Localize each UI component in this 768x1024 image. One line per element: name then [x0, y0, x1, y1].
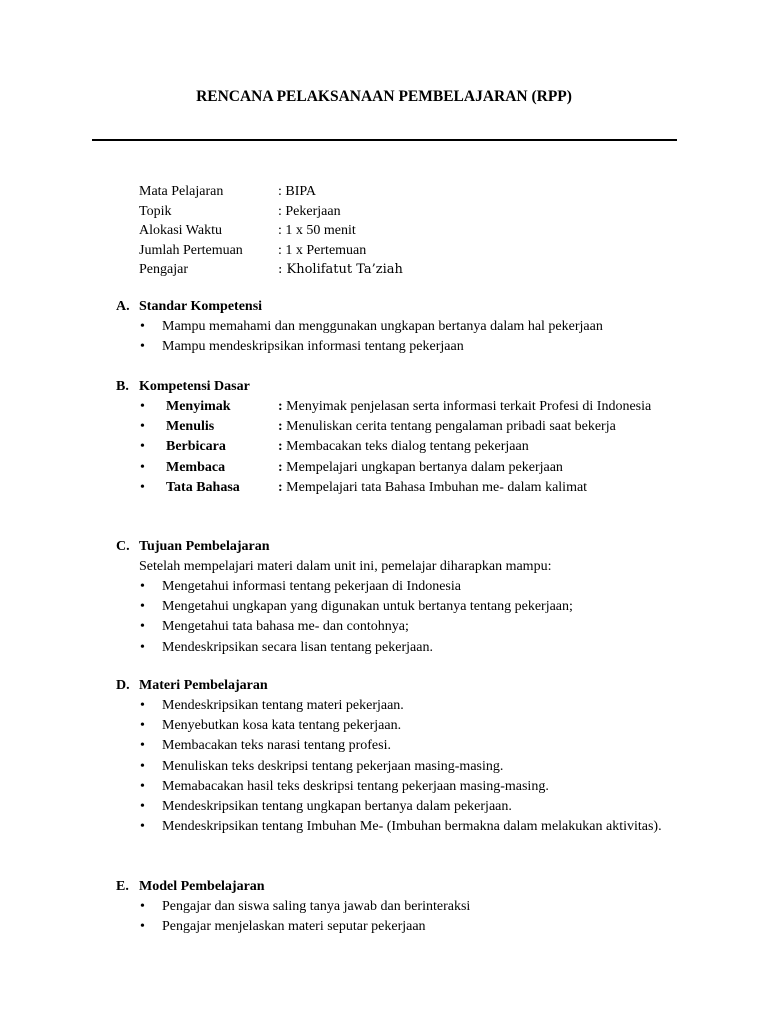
skill-description: : Menuliskan cerita tentang pengalaman pribadi saat bekerja [278, 419, 616, 435]
skill-description: : Menyimak penjelasan serta informasi terkait Profesi di Indonesia [278, 399, 652, 414]
list-item: • Mengetahui tata bahasa me- dan contohnya; [116, 617, 676, 637]
info-label: Topik [139, 203, 172, 219]
skill-name: • Berbicara [166, 439, 226, 455]
list-item: • Membacakan teks narasi tentang profesi. [116, 736, 676, 756]
list-item: • Menyebutkan kosa kata tentang pekerjaan. [116, 716, 676, 736]
section-model-pembelajaran [116, 877, 676, 937]
section-letter: C. [116, 539, 130, 554]
bullet-list [116, 577, 676, 658]
page-title: RENCANA PELAKSANAAN PEMBELAJARAN (RPP) [196, 88, 572, 105]
section-materi-pembelajaran [116, 676, 676, 837]
list-item: • Menuliskan teks deskripsi tentang pekerjaan masing-masing. [116, 757, 676, 777]
section-title: Materi Pembelajaran [139, 678, 268, 693]
list-item: • Pengajar dan siswa saling tanya jawab dan berinteraksi [116, 897, 676, 917]
section-title: Standar Kompetensi [139, 299, 263, 314]
list-item: • Mendeskripsikan tentang materi pekerjaan. [116, 696, 676, 716]
list-item [116, 397, 676, 417]
section-heading [116, 877, 676, 897]
list-item [116, 437, 676, 457]
section-letter: A. [116, 299, 130, 314]
list-item: • Mendeskripsikan tentang ungkapan bertanya dalam pekerjaan. [116, 797, 676, 817]
list-item: • Mengetahui ungkapan yang digunakan untuk bertanya tentang pekerjaan; [116, 597, 676, 617]
list-item: • Memabacakan hasil teks deskripsi tentang pekerjaan masing-masing. [116, 777, 676, 797]
skill-name: • Tata Bahasa [166, 479, 240, 495]
skill-description: : Mempelajari ungkapan bertanya dalam pekerjaan [278, 459, 563, 475]
info-value: : BIPA [278, 184, 317, 199]
section-heading [116, 297, 676, 317]
section-letter: B. [116, 379, 129, 394]
bullet-list [116, 696, 676, 837]
section-letter: E. [116, 879, 129, 894]
skill-name: • Menyimak [166, 399, 231, 414]
section-heading [116, 537, 676, 557]
section-title: Tujuan Pembelajaran [139, 539, 270, 554]
section-kompetensi-dasar [116, 377, 676, 498]
section-heading [116, 377, 676, 397]
list-item [116, 458, 676, 478]
info-label: Jumlah Pertemuan [139, 242, 243, 258]
title-divider [92, 139, 677, 141]
list-item: • Mendeskripsikan tentang Imbuhan Me- (Imbuhan bermakna dalam melakukan aktivitas). [116, 817, 676, 837]
section-tujuan-pembelajaran [116, 537, 676, 658]
skill-name: • Menulis [166, 419, 215, 435]
info-label: Mata Pelajaran [139, 184, 224, 199]
list-item: • Mengetahui informasi tentang pekerjaan di Indonesia [116, 577, 676, 597]
skill-description: : Membacakan teks dialog tentang pekerjaan [278, 439, 529, 455]
section-heading [116, 676, 676, 696]
info-value: : 1 x 50 menit [278, 223, 356, 238]
list-item: • Mendeskripsikan secara lisan tentang pekerjaan. [116, 638, 676, 658]
section-standar-kompetensi [116, 297, 676, 357]
skill-name: • Membaca [166, 459, 226, 475]
section-letter: D. [116, 678, 130, 693]
list-item [116, 478, 676, 498]
section-title: Model Pembelajaran [139, 879, 265, 894]
info-value: : 1 x Pertemuan [278, 242, 367, 258]
section-intro: Setelah mempelajari materi dalam unit ini, pemelajar diharapkan mampu: [139, 559, 552, 574]
list-item [116, 417, 676, 437]
skill-description: : Mempelajari tata Bahasa Imbuhan me- dalam kalimat [278, 479, 588, 495]
list-item: • Mampu mendeskripsikan informasi tentang pekerjaan [116, 337, 676, 357]
section-title: Kompetensi Dasar [139, 379, 250, 394]
info-label: Alokasi Waktu [139, 223, 222, 238]
bullet-list [116, 897, 676, 937]
list-item: • Pengajar menjelaskan materi seputar pekerjaan [116, 917, 676, 937]
info-value: : Kholifatut Ta’ziah [278, 262, 403, 277]
bullet-list [116, 317, 676, 357]
info-value: : Pekerjaan [278, 203, 341, 219]
list-item: • Mampu memahami dan menggunakan ungkapan bertanya dalam hal pekerjaan [116, 317, 676, 337]
info-label: Pengajar [139, 262, 188, 277]
